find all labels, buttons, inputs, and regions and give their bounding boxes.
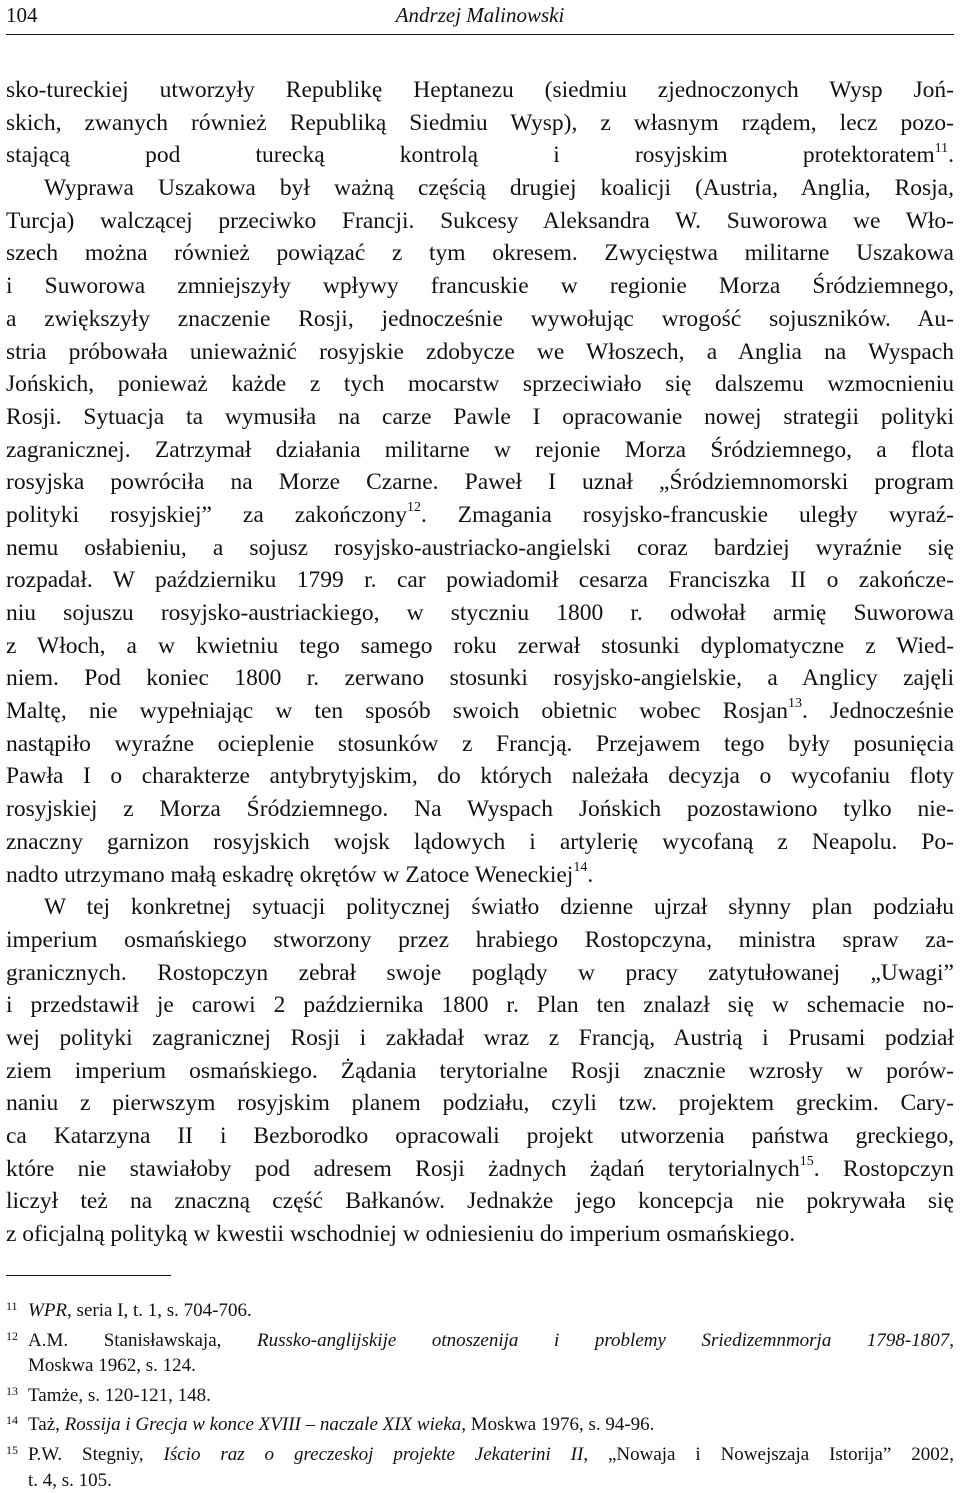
footnote-text: , „Nowaja i Nowejszaja Istorija” 2002, [583, 1443, 954, 1465]
footnote-reference: 13 [788, 696, 802, 712]
footnote [6, 1379, 954, 1409]
line-text: niu sojuszu rosyjsko-austriackiego, w styczniu 1800 r. odwołał armię Suworowa [6, 600, 954, 626]
line-text: Turcja) walczącej przeciwko Francji. Sukcesy Aleksandra W. Suworowa we Wło- [6, 207, 954, 234]
text-line [6, 466, 954, 499]
line-text: i Suworowa zmniejszyły wpływy francuskie w regionie Morza Śródziemnego, [6, 273, 954, 300]
text-line [6, 532, 954, 565]
text-line [6, 1185, 954, 1218]
text-line [6, 989, 954, 1022]
footnote-text: Taż, [28, 1414, 65, 1436]
line-text: sko-tureckiej utworzyły Republikę Heptanezu (siedmiu zjednoczonych Wysp Joń- [6, 77, 954, 103]
line-text: skich, zwanych również Republiką Siedmiu Wysp), z własnym rządem, lecz pozo- [6, 109, 954, 136]
text-line [6, 499, 954, 532]
line-text: z Włoch, a w kwietniu tego samego roku zerwał stosunki dyplomatyczne z Wied- [6, 632, 954, 659]
footnote-number: 15 [6, 1442, 18, 1457]
footnote-text: , [949, 1329, 954, 1351]
footnote-title: Russko-anglijskije otnoszenija i problemy Sriedizemnmorja 1798-1807 [256, 1329, 950, 1351]
text-line [6, 172, 954, 205]
line-text: wej polityki zagranicznej Rosji i zakładał wraz z Francją, Austrią i Prusami podział [6, 1024, 954, 1051]
text-line [6, 1218, 954, 1251]
line-text: znaczny garnizon rosyjskich wojsk lądowych i artylerię wycofaną z Neapolu. Po- [6, 828, 954, 855]
text-line [6, 597, 954, 630]
text-line [6, 74, 954, 107]
text-line [6, 401, 954, 434]
line-text: i przedstawił je carowi 2 października 1800 r. Plan ten znalazł się w schemacie no- [6, 992, 954, 1019]
footnote-number: 11 [6, 1299, 18, 1313]
line-text: granicznych. Rostopczyn zebrał swoje poglądy w pracy zatytułowanej „Uwagi” [6, 959, 954, 986]
line-text: stającą pod turecką kontrolą i rosyjskim protektoratem [6, 142, 935, 169]
line-text: liczył też na znaczną część Bałkanów. Jednakże jego koncepcja nie pokrywała się [6, 1188, 954, 1215]
footnote-number: 13 [6, 1383, 18, 1398]
footnote-reference: 11 [934, 140, 949, 156]
line-text: rosyjska powróciła na Morze Czarne. Paweł I uznał „Śródziemnomorski program [6, 469, 954, 496]
line-text: ziem imperium osmańskiego. Żądania terytorialne Rosji znacznie wzrosły w porów- [6, 1057, 954, 1084]
text-line [6, 564, 954, 597]
line-text: Wyprawa Uszakowa był ważną częścią drugiej koalicji (Austria, Anglia, Rosja, [44, 175, 954, 202]
footnote-title: Rossija i Grecja w konce XVIII – naczale XIX wieka [64, 1414, 462, 1436]
text-line [6, 662, 954, 695]
text-line [6, 630, 954, 663]
text-line [6, 434, 954, 467]
page-number: 104 [6, 3, 38, 27]
text-line [6, 760, 954, 793]
line-text: rosyjskiej z Morza Śródziemnego. Na Wyspach Jońskich pozostawiono tylko nie- [6, 796, 954, 823]
text-line [6, 728, 954, 761]
line-text: W tej konkretnej sytuacji politycznej światło dzienne ujrzał słynny plan podziału [44, 894, 954, 921]
footnote-text: A.M. Stanisławskaja, [28, 1329, 257, 1351]
footnote-reference: 12 [406, 500, 421, 516]
text-line [6, 793, 954, 826]
line-text: Rosji. Sytuacja ta wymusiła na carze Pawle I opracowanie nowej strategii polityki [6, 403, 954, 430]
text-line [6, 1022, 954, 1055]
footnote-continuation: Moskwa 1962, s. 124. [28, 1355, 196, 1377]
text-line [6, 303, 954, 336]
line-text: szech można również powiązać z tym okresem. Zwycięstwa militarne Uszakowa [6, 240, 954, 267]
text-line [6, 368, 954, 401]
text-line [6, 1087, 954, 1120]
footnote-reference: 15 [799, 1153, 814, 1169]
footnote [6, 1408, 954, 1438]
footnote-text: P.W. Stegniy, [28, 1443, 164, 1465]
line-text: rozpadał. W październiku 1799 r. car powiadomił cesarza Franciszka II o zakończe- [6, 567, 954, 594]
line-text-after: . [948, 142, 954, 169]
line-text: które nie stawiałoby pod adresem Rosji żadnych żądań terytorialnych [6, 1155, 800, 1182]
text-line [6, 270, 954, 303]
text-line [6, 107, 954, 140]
footnote-text: , seria I, t. 1, s. 704-706. [67, 1300, 252, 1321]
line-text-after: . Zmagania rosyjsko-francuskie uległy wyraź- [420, 501, 955, 528]
text-line [6, 1120, 954, 1153]
text-line [6, 139, 954, 172]
line-text-after: . [587, 861, 594, 888]
line-text: Jońskich, ponieważ każde z tych mocarstw sprzeciwiało się dalszemu wzmocnieniu [6, 371, 954, 398]
line-text: stria próbowała unieważnić rosyjskie zdobycze we Włoszech, a Anglia na Wyspach [6, 338, 954, 365]
text-line [6, 237, 954, 270]
line-text: Pawła I o charakterze antybrytyjskim, do których należała decyzja o wycofaniu floty [6, 763, 954, 790]
line-text: a zwiększyły znaczenie Rosji, jednocześnie wywołując wrogość sojuszników. Au- [6, 305, 954, 332]
line-text: niem. Pod koniec 1800 r. zerwano stosunki rosyjsko-angielskie, a Anglicy zajęli [6, 665, 954, 692]
text-line [6, 891, 954, 924]
text-line [6, 826, 954, 859]
line-text: naniu z pierwszym rosyjskim planem podziału, czyli tzw. projektem greckim. Cary- [6, 1090, 954, 1117]
text-line [6, 859, 954, 892]
text-line [6, 1153, 954, 1186]
footnote-text: Tamże, s. 120-121, 148. [28, 1384, 211, 1406]
text-line [6, 336, 954, 369]
line-text-after: . Jednocześnie [802, 698, 954, 725]
footnote [6, 1438, 954, 1468]
footnote-number: 14 [6, 1413, 18, 1428]
footnote-title: WPR [28, 1300, 68, 1321]
body-text [6, 74, 954, 1251]
text-line [6, 205, 954, 238]
footnote-title: Iścio raz o greczeskoj projekte Jekaterini II [163, 1443, 584, 1465]
line-text: ca Katarzyna II i Bezborodko opracowali projekt utworzenia państwa greckiego, [6, 1123, 954, 1149]
footnote-continuation: t. 4, s. 105. [28, 1469, 112, 1491]
line-text: nadto utrzymano małą eskadrę okrętów w Zatoce Weneckiej [6, 861, 574, 888]
text-line [6, 957, 954, 990]
line-text: zagranicznej. Zatrzymał działania militarne w rejonie Morza Śródziemnego, a flota [6, 436, 954, 463]
footnotes [6, 1294, 954, 1493]
page-header [6, 0, 954, 35]
running-header-author: Andrzej Malinowski [395, 3, 565, 27]
footnote-separator [6, 1275, 171, 1276]
line-text: nastąpiło wyraźne ocieplenie stosunków z Francją. Przejawem tego były posunięcia [6, 730, 954, 757]
line-text: Maltę, nie wypełniając w ten sposób swoich obietnic wobec Rosjan [6, 698, 788, 725]
footnote [6, 1294, 954, 1324]
line-text: polityki rosyjskiej” za zakończony [6, 501, 407, 528]
line-text: z oficjalną polityką w kwestii wschodniej w odniesieniu do imperium osmańskiego. [6, 1221, 796, 1248]
text-line [6, 924, 954, 957]
text-line [6, 1055, 954, 1088]
line-text: imperium osmańskiego stworzony przez hrabiego Rostopczyna, ministra spraw za- [6, 926, 954, 953]
text-line [6, 695, 954, 728]
footnote [6, 1324, 954, 1354]
footnote-text: , Moskwa 1976, s. 94-96. [461, 1414, 655, 1436]
footnote-reference: 14 [573, 859, 588, 875]
line-text-after: . Rostopczyn [813, 1155, 954, 1182]
line-text: nemu osłabieniu, a sojusz rosyjsko-austriacko-angielski coraz bardziej wyraźnie się [6, 534, 954, 561]
footnote-number: 12 [6, 1328, 18, 1343]
